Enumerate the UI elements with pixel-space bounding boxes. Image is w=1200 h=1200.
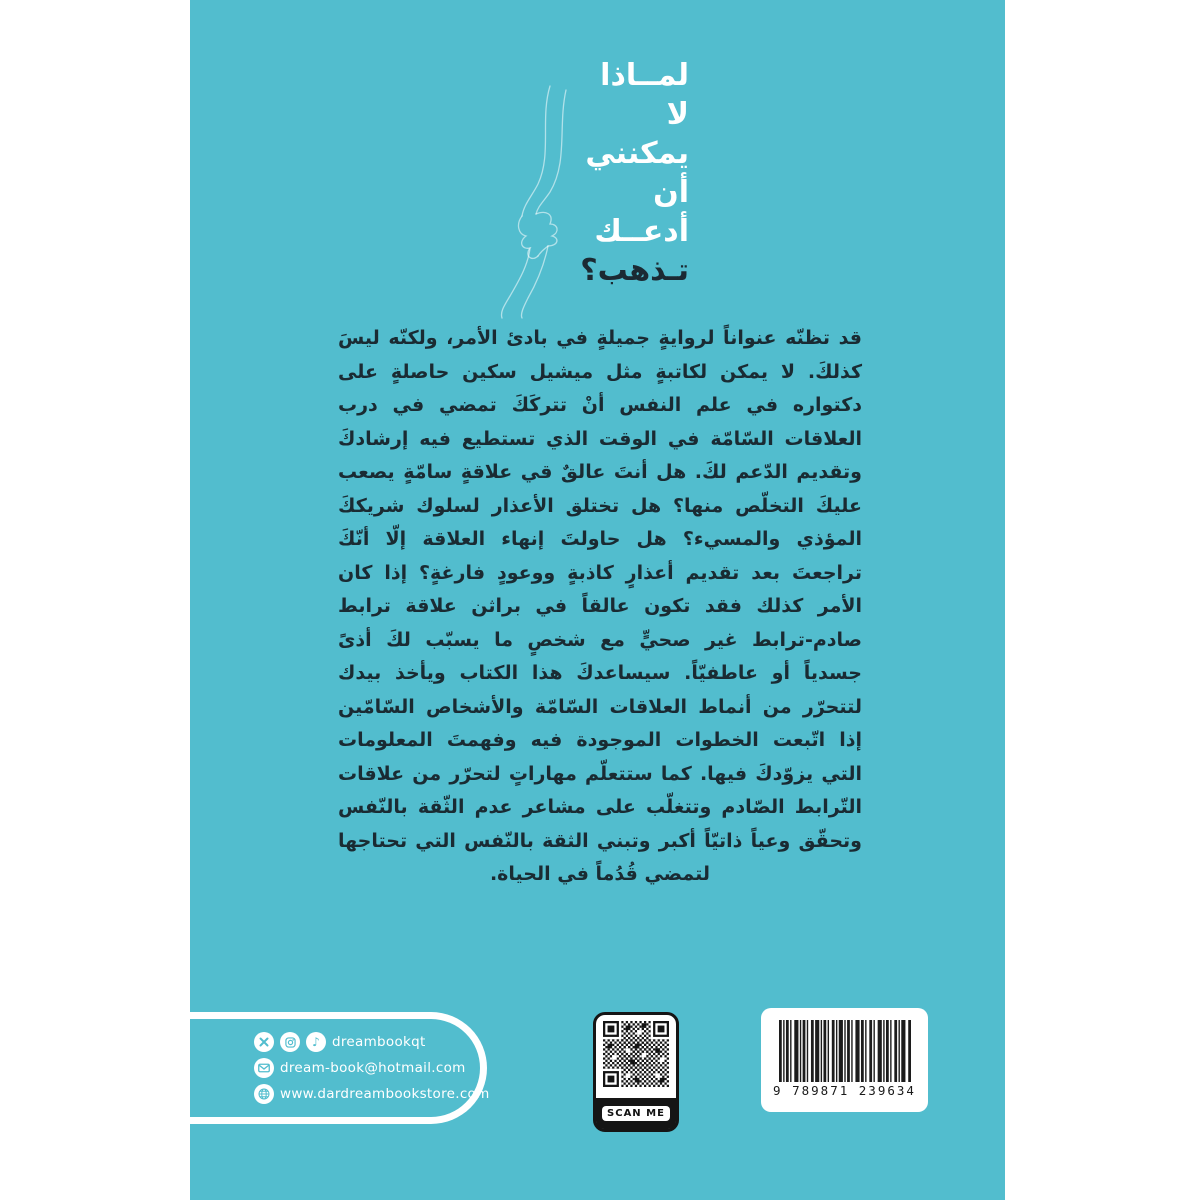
email-icon [254,1058,274,1078]
website-url: www.dardreambookstore.com [280,1086,490,1102]
isbn-number: 9 789871 239634 [773,1083,916,1098]
title-line-1: لمــاذا [600,58,689,93]
globe-icon [254,1084,274,1104]
x-twitter-icon [254,1032,274,1052]
barcode-block [761,1008,928,1112]
contact-capsule [190,1012,490,1124]
email-row [254,1058,480,1079]
instagram-icon [280,1032,300,1052]
tiktok-icon: ♪ [306,1032,326,1052]
synopsis-text: قد تظنّه عنواناً لروايةٍ جميلةٍ في بادئ الأمر، ولكنّه ليسَ كذلكَ. لا يمكن لكاتبةٍ مثل ميشيل سكين حاصلةٍ على دكتواره في علم النفس أنْ تتركَكَ تمضي في درب العلاقات السّامّة في الوقت الذي تستطيع فيه إرشادكَ وتقديم الدّعم لكَ. هل أنتَ عالقٌ قي علاقةٍ سامّةٍ يصعب عليكَ التخلّص منها؟ هل تختلق الأعذار لسلوك شريككَ المؤذي والمسيء؟ هل حاولتَ إنهاء العلاقة إلّا أنّكَ تراجعتَ بعد تقديم أعذارٍ كاذبةٍ ووعودٍ فارغةٍ؟ إذا كان الأمر كذلك فقد تكون عالقاً في براثن علاقة ترابط صادم-ترابط غير صحيٍّ مع شخصٍ ما يسبّب لكَ أذىً جسدياً أو عاطفيّاً. سيساعدكَ هذا الكتاب ويأخذ بيدك لتتحرّر من أنماط العلاقات السّامّة والأشخاص السّامّين إذا اتّبعت الخطوات الموجودة فيه وفهمتَ المعلومات التي يزوّدكَ فيها. كما ستتعلّم مهاراتٍ لتحرّر من علاقات التّرابط الصّادم وتتغلّب على مشاعر عدم الثّقة بالنّفس وتحقّق وعياً ذاتيّاً أكبر وتبني الثقة بالنّفس التي تحتاجها لتمضي قُدُماً في الحياة. [338,327,862,885]
title-line-5: أدعــك [594,214,689,249]
email-address: dream-book@hotmail.com [280,1060,466,1076]
barcode [779,1020,911,1082]
qr-code [603,1021,669,1087]
title-line-3: يمكنني [585,136,689,171]
social-row [254,1032,480,1053]
social-handle: dreambookqt [332,1034,426,1050]
hands-line-art-illustration [488,84,583,323]
book-back-cover [190,0,1005,1200]
title-line-6: تـذهب؟ [580,253,689,288]
qr-code-block [593,1012,679,1132]
scan-me-label: SCAN ME [602,1106,670,1121]
title-line-2: لا [666,97,689,132]
book-title [580,56,689,290]
website-row [254,1084,490,1105]
qr-label-band [596,1098,676,1129]
title-line-4: أن [653,175,689,210]
hands-line-art-svg [488,84,583,319]
